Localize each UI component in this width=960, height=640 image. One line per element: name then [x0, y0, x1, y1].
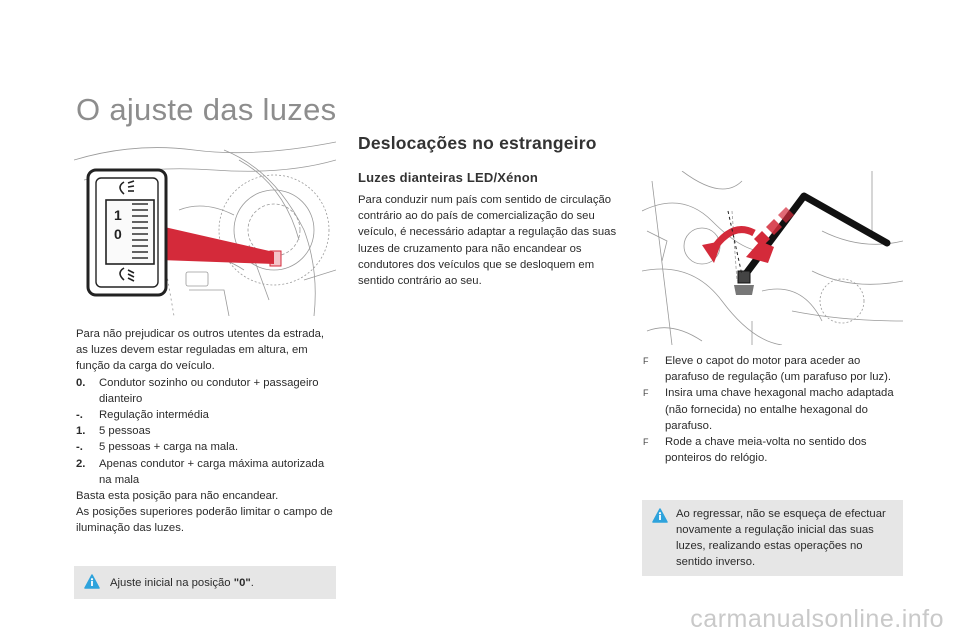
list-item	[643, 353, 905, 385]
note-value: "0"	[233, 577, 251, 589]
dial-label-top: 1	[114, 207, 122, 223]
position-text: Regulação intermédia	[99, 409, 209, 422]
position-key: 0.	[76, 376, 86, 389]
intro-paragraph: Para não prejudicar os outros utentes da estrada, as luzes devem estar reguladas em altura, em função da carga do veículo.	[76, 328, 325, 373]
load-adjustment-text	[76, 326, 338, 537]
info-icon	[652, 508, 668, 524]
list-item	[643, 385, 905, 434]
list-item	[643, 434, 905, 466]
watermark: carmanualsonline.info	[690, 605, 944, 633]
note-suffix: .	[250, 577, 254, 589]
outro-line-1: Basta esta posição para não encandear.	[76, 490, 279, 503]
list-item	[76, 407, 338, 423]
position-key: 1.	[76, 425, 86, 438]
note-text: Ajuste inicial na posição	[110, 577, 234, 589]
step-text: Insira uma chave hexagonal macho adaptada (não fornecida) no entalhe hexagonal do parafuso.	[665, 387, 894, 432]
page-title: O ajuste das luzes	[76, 92, 337, 127]
list-item	[76, 375, 338, 407]
headlamp-dial-illustration	[74, 140, 336, 316]
outro-line-2: As posições superiores poderão limitar o campo de iluminação das luzes.	[76, 506, 333, 535]
step-text: Eleve o capot do motor para aceder ao parafuso de regulação (um parafuso por luz).	[665, 355, 892, 384]
list-item	[76, 423, 338, 439]
position-key: 2.	[76, 457, 86, 470]
initial-setting-note	[74, 566, 336, 599]
position-text: 5 pessoas	[99, 425, 151, 438]
step-text: Rode a chave meia-volta no sentido dos ponteiros do relógio.	[665, 436, 867, 465]
adjustment-steps	[643, 353, 905, 466]
section-heading: Deslocações no estrangeiro	[358, 133, 597, 153]
abroad-paragraph: Para conduzir num país com sentido de circulação contrário ao do país de comercialização do seu veículo, é necessário adaptar a regulação das suas luzes de cruzamento para não encandear os condutores dos veículos que se desloquem em sentido contrário ao seu.	[358, 194, 617, 288]
position-key: -.	[76, 441, 83, 454]
list-item	[76, 439, 338, 455]
bullet-icon: F	[643, 356, 649, 366]
position-text: Condutor sozinho ou condutor + passageiro dianteiro	[99, 376, 319, 405]
bullet-icon: F	[643, 437, 649, 448]
position-key: -.	[76, 409, 83, 422]
info-icon	[84, 574, 100, 590]
return-reminder-note	[642, 500, 903, 576]
position-text: 5 pessoas + carga na mala.	[99, 441, 239, 454]
list-item	[76, 456, 338, 488]
dial-label-bottom: 0	[114, 226, 122, 242]
position-text: Apenas condutor + carga máxima autorizada na mala	[99, 457, 325, 486]
note-text: Ao regressar, não se esqueça de efectuar novamente a regulação inicial das suas luzes, realizando estas operações no sentido inverso.	[676, 508, 886, 568]
section-subheading: Luzes dianteiras LED/Xénon	[358, 170, 539, 185]
engine-bay-illustration	[642, 171, 903, 345]
bullet-icon: F	[643, 388, 649, 399]
